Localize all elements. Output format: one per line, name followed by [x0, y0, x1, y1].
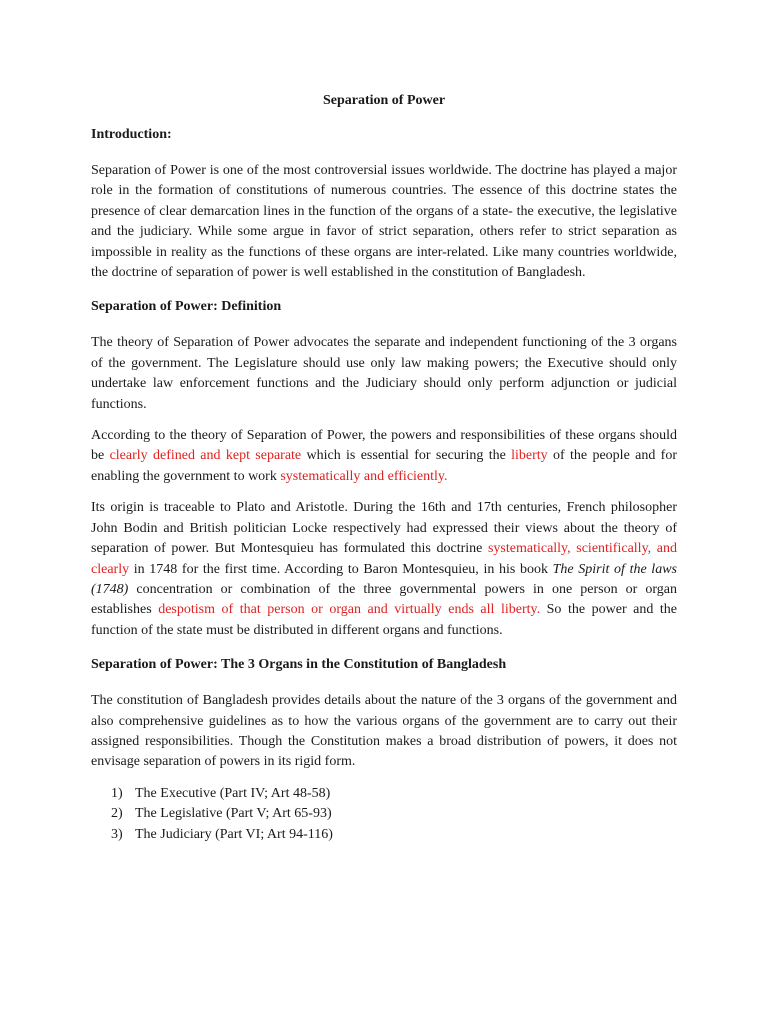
list-item: 3) The Judiciary (Part VI; Art 94-116): [111, 826, 333, 842]
highlight-text: liberty: [511, 448, 548, 464]
list-item: 2) The Legislative (Part V; Art 65-93): [111, 806, 332, 822]
page-title: Separation of Power: [322, 93, 446, 108]
intro-heading: Introduction:: [91, 127, 172, 142]
definition-heading: Separation of Power: Definition: [91, 299, 282, 315]
highlight-text: clearly defined and kept separate: [109, 448, 302, 464]
highlight-text: despotism of that person or organ and virtually ends all liberty.: [158, 602, 541, 618]
definition-paragraph-3: Its origin is traceable to Plato and Aristotle. During the 16th and 17th centuries, French philosopher John Bodin and British politician Locke respectively had expressed their views about the theory of separation of power. But Montesquieu has formulated this doctrine systematically, scientifically, and clearly in 1748 for the first time. According to Baron Montesquieu, in his book The Spirit of the laws (1748) concentration or combination of the three governmental powers in one person or organ establishes despotism of that person or organ and virtually ends all liberty. So the power and the function of the state must be distributed in different organs and functions.: [91, 500, 678, 638]
definition-paragraph-1: The theory of Separation of Power advocates the separate and independent functioning of the 3 organs of the government. The Legislature should use only law making powers; the Executive should only undertake law enforcement functions and the Judiciary should only perform adjunction or judicial functions.: [91, 335, 677, 412]
list-item: 1) The Executive (Part IV; Art 48-58): [111, 785, 331, 801]
highlight-text: systematically, scientifically, and clearly: [91, 541, 677, 577]
organs-paragraph: The constitution of Bangladesh provides details about the nature of the 3 organs of the government and also comprehensive guidelines as to how the various organs of the government are to carry out their assigned responsibilities. Though the Constitution makes a broad distribution of powers, it does not envisage separation of powers in its rigid form.: [91, 693, 677, 770]
organs-heading: Separation of Power: The 3 Organs in the Constitution of Bangladesh: [91, 657, 507, 673]
highlight-text: systematically and efficiently.: [280, 468, 448, 484]
intro-paragraph: Separation of Power is one of the most controversial issues worldwide. The doctrine has played a major role in the formation of constitutions of numerous countries. The essence of this doctrine states the presence of clear demarcation lines in the function of the organs of a state- the executive, the legislative and the judiciary. While some argue in favor of strict separation, others refer to strict separation as impossible in reality as the functions of these organs are inter-related. Like many countries worldwide, the doctrine of separation of power is well established in the constitution of Bangladesh.: [91, 163, 677, 281]
book-title: The Spirit of the laws (1748): [91, 561, 677, 597]
organs-list: [91, 784, 677, 845]
definition-paragraph-2: According to the theory of Separation of Power, the powers and responsibilities of these organs should be clearly defined and kept separate which is essential for securing the liberty of the people and for enabling the government to work systematically and efficiently.: [91, 428, 677, 484]
